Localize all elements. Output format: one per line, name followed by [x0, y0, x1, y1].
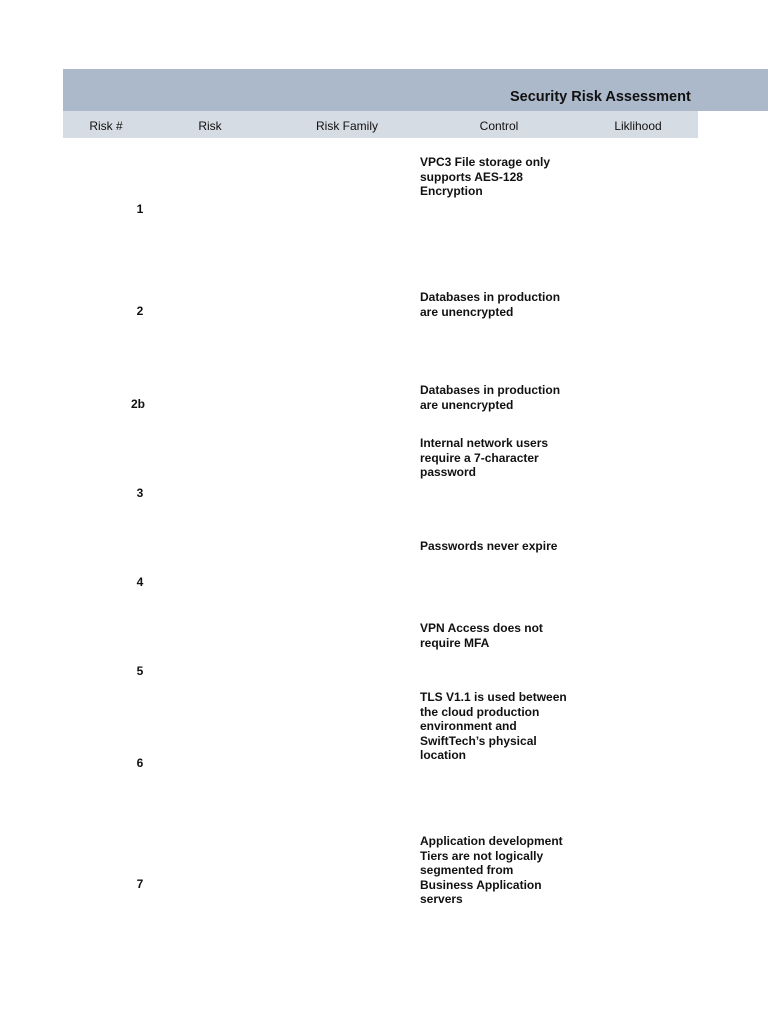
column-header-risk: Risk — [198, 119, 222, 133]
risk-number: 4 — [136, 575, 144, 589]
risk-number: 3 — [136, 486, 144, 500]
column-header-risk-num: Risk # — [89, 119, 123, 133]
column-header-likelihood: Liklihood — [614, 119, 662, 133]
control-text: VPC3 File storage only supports AES-128 Encryption — [420, 155, 551, 198]
control-text: VPN Access does not require MFA — [420, 621, 543, 650]
risk-number: 7 — [136, 877, 144, 891]
page-title: Security Risk Assessment — [510, 89, 691, 105]
risk-number: 1 — [136, 202, 144, 216]
control-text: Databases in production are unencrypted — [420, 383, 561, 412]
control-text: TLS V1.1 is used between the cloud production environment and SwiftTech’s physical location — [420, 690, 567, 762]
risk-number: 6 — [136, 756, 144, 770]
control-text: Passwords never expire — [420, 539, 558, 553]
header-row — [63, 111, 698, 138]
control-text: Internal network users require a 7-character password — [420, 436, 549, 479]
column-header-risk-family: Risk Family — [316, 119, 378, 133]
risk-number: 2 — [136, 304, 144, 318]
control-text: Application development Tiers are not logically segmented from Business Application servers — [420, 834, 563, 906]
risk-number: 2b — [130, 397, 146, 411]
column-header-control: Control — [479, 119, 519, 133]
control-text: Databases in production are unencrypted — [420, 290, 561, 319]
risk-number: 5 — [136, 664, 144, 678]
